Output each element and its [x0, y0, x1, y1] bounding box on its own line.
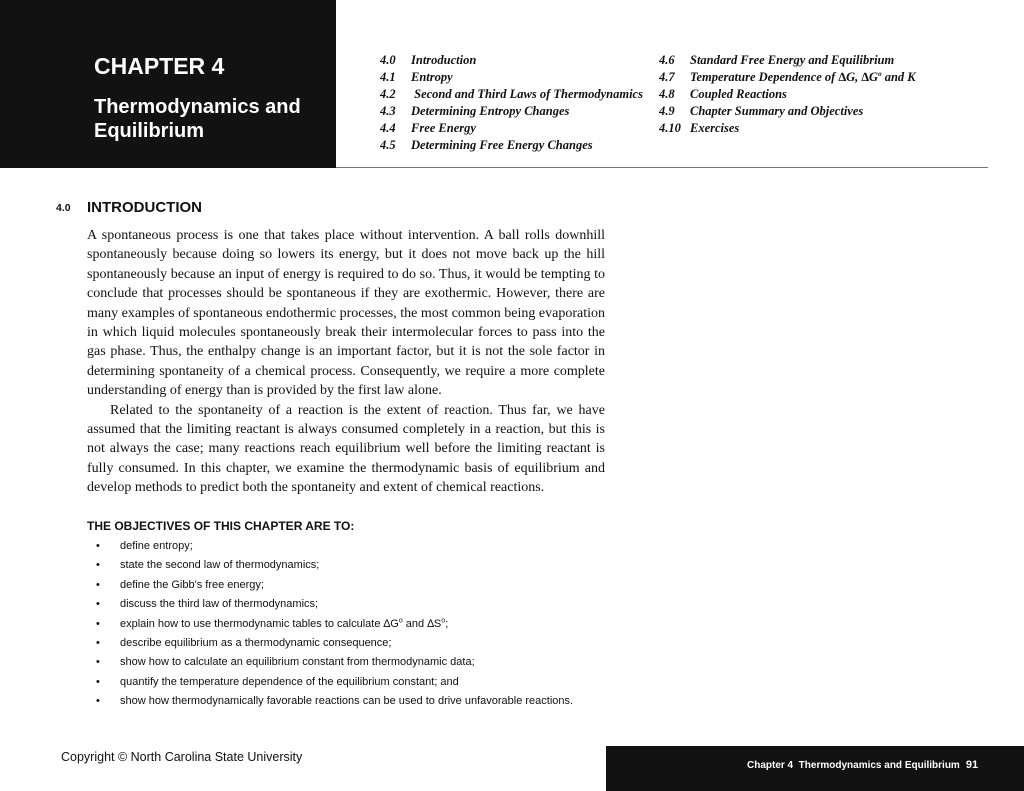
list-item	[96, 595, 573, 614]
toc-item-number: 4.6	[659, 53, 675, 67]
copyright-notice: Copyright © North Carolina State University	[61, 750, 303, 764]
toc-item-title: Determining Free Energy Changes	[411, 138, 593, 152]
bullet: •	[96, 636, 100, 649]
standard-state-superscript: o	[398, 616, 403, 624]
toc-item-number: 4.7	[659, 70, 675, 84]
toc-item-number: 4.1	[380, 70, 396, 84]
toc-item-title: Free Energy	[411, 121, 476, 135]
bullet: •	[96, 656, 100, 669]
objective-text: discuss the third law of thermodynamics;	[120, 598, 319, 611]
bullet: •	[96, 675, 100, 688]
toc-item	[380, 52, 643, 69]
list-item	[96, 576, 573, 595]
chapter-label: CHAPTER 4	[94, 53, 225, 79]
running-title: Chapter 4 Thermodynamics and Equilibrium	[747, 760, 960, 771]
list-item	[96, 634, 573, 653]
toc-item-number: 4.2	[380, 87, 396, 101]
toc-item-title: Determining Entropy Changes	[411, 104, 570, 118]
objective-text: show how thermodynamically favorable reactions can be used to drive unfavorable reactions.	[120, 695, 574, 708]
toc-item-number: 4.5	[380, 138, 396, 152]
toc-item-number: 4.4	[380, 121, 396, 135]
objective-text: show how to calculate an equilibrium constant from thermodynamic data;	[120, 656, 475, 669]
objective-text	[120, 618, 448, 630]
bullet: •	[96, 695, 100, 708]
standard-state-superscript: o	[441, 616, 446, 624]
toc-item	[659, 103, 916, 120]
toc-item	[659, 52, 916, 69]
bullet: •	[96, 598, 100, 611]
section-body	[87, 226, 605, 498]
toc-item	[380, 86, 643, 103]
objective-text-part: and ∆S	[402, 617, 442, 630]
toc-right-column	[659, 52, 916, 137]
toc-item-title-part: Temperature Dependence of ∆G, ∆G	[690, 70, 879, 84]
list-item	[96, 615, 573, 634]
toc-item	[380, 137, 643, 154]
footer-running-title	[747, 759, 978, 771]
body-paragraph: A spontaneous process is one that takes place without intervention. A ball rolls downhill spontaneously because doing so lowers its energy, but it does not move back up the hill spontaneously because an input of energy is required to do so. Thus, it would be tempting to conclude that processes should be spontaneous if they are exothermic. However, there are many examples of spontaneous endothermic processes, the most common being evaporation in which liquid molecules spontaneously break their intermolecular forces to pass into the gas phase. Thus, the enthalpy change is an important factor, but it is not the sole factor in determining spontaneity of a chemical process. Consequently, we require a more complete understanding of energy than is provided by the first law alone.	[87, 228, 605, 399]
toc-item	[659, 120, 916, 137]
standard-state-superscript: o	[878, 69, 882, 78]
toc-item-title: Standard Free Energy and Equilibrium	[690, 53, 895, 67]
toc-item	[380, 120, 643, 137]
objective-text-part: explain how to use thermodynamic tables to calculate ∆G	[120, 617, 399, 630]
objective-text: define the Gibb's free energy;	[120, 578, 264, 591]
toc-item-title: Coupled Reactions	[690, 87, 787, 101]
toc-item	[659, 69, 916, 86]
section-number: 4.0	[56, 202, 71, 214]
toc-item	[659, 86, 916, 103]
toc-item-number: 4.9	[659, 104, 675, 118]
toc-item-title-part: and K	[881, 70, 916, 84]
objective-text: describe equilibrium as a thermodynamic consequence;	[120, 636, 392, 649]
toc-item-title: Chapter Summary and Objectives	[690, 104, 864, 118]
objectives-heading: THE OBJECTIVES OF THIS CHAPTER ARE TO:	[87, 519, 355, 533]
footer-block	[606, 746, 1024, 791]
toc-item-number: 4.8	[659, 87, 675, 101]
list-item	[96, 692, 573, 711]
toc-item-number: 4.10	[659, 121, 681, 135]
list-item	[96, 673, 573, 692]
bullet: •	[96, 617, 100, 630]
objective-text: quantify the temperature dependence of the equilibrium constant; and	[120, 675, 459, 688]
bullet: •	[96, 540, 100, 552]
toc-item	[380, 103, 643, 120]
chapter-title: Thermodynamics and Equilibrium	[94, 96, 301, 142]
objective-text: state the second law of thermodynamics;	[120, 559, 320, 572]
bullet: •	[96, 559, 100, 572]
objectives-list	[96, 537, 573, 712]
bullet: •	[96, 578, 100, 591]
list-item	[96, 556, 573, 575]
toc-item-number: 4.3	[380, 104, 396, 118]
section-title: INTRODUCTION	[87, 199, 202, 216]
toc-item-title: Exercises	[690, 121, 740, 135]
toc-left-column	[380, 52, 643, 154]
toc-item	[380, 69, 643, 86]
list-item	[96, 653, 573, 672]
toc-item-title: Second and Third Laws of Thermodynamics	[411, 87, 643, 101]
chapter-header-block	[0, 0, 336, 168]
toc-item-number: 4.0	[380, 53, 396, 67]
list-item	[96, 537, 573, 556]
page-number: 91	[965, 759, 979, 771]
toc-item-title: Introduction	[411, 53, 477, 67]
toc-item-title	[690, 70, 916, 84]
objective-text: define entropy;	[120, 540, 193, 552]
toc-item-title: Entropy	[411, 70, 453, 84]
body-paragraph: Related to the spontaneity of a reaction is the extent of reaction. Thus far, we have assumed that the limiting reactant is always consumed completely in a reaction, but this is not always the case; many reactions reach equilibrium well before the limiting reactant is fully consumed. In this chapter, we examine the thermodynamic basis of equilibrium and develop methods to predict both the spontaneity and extent of chemical reactions.	[87, 402, 605, 496]
objective-text-part: ;	[445, 617, 449, 630]
header-divider	[336, 167, 988, 168]
